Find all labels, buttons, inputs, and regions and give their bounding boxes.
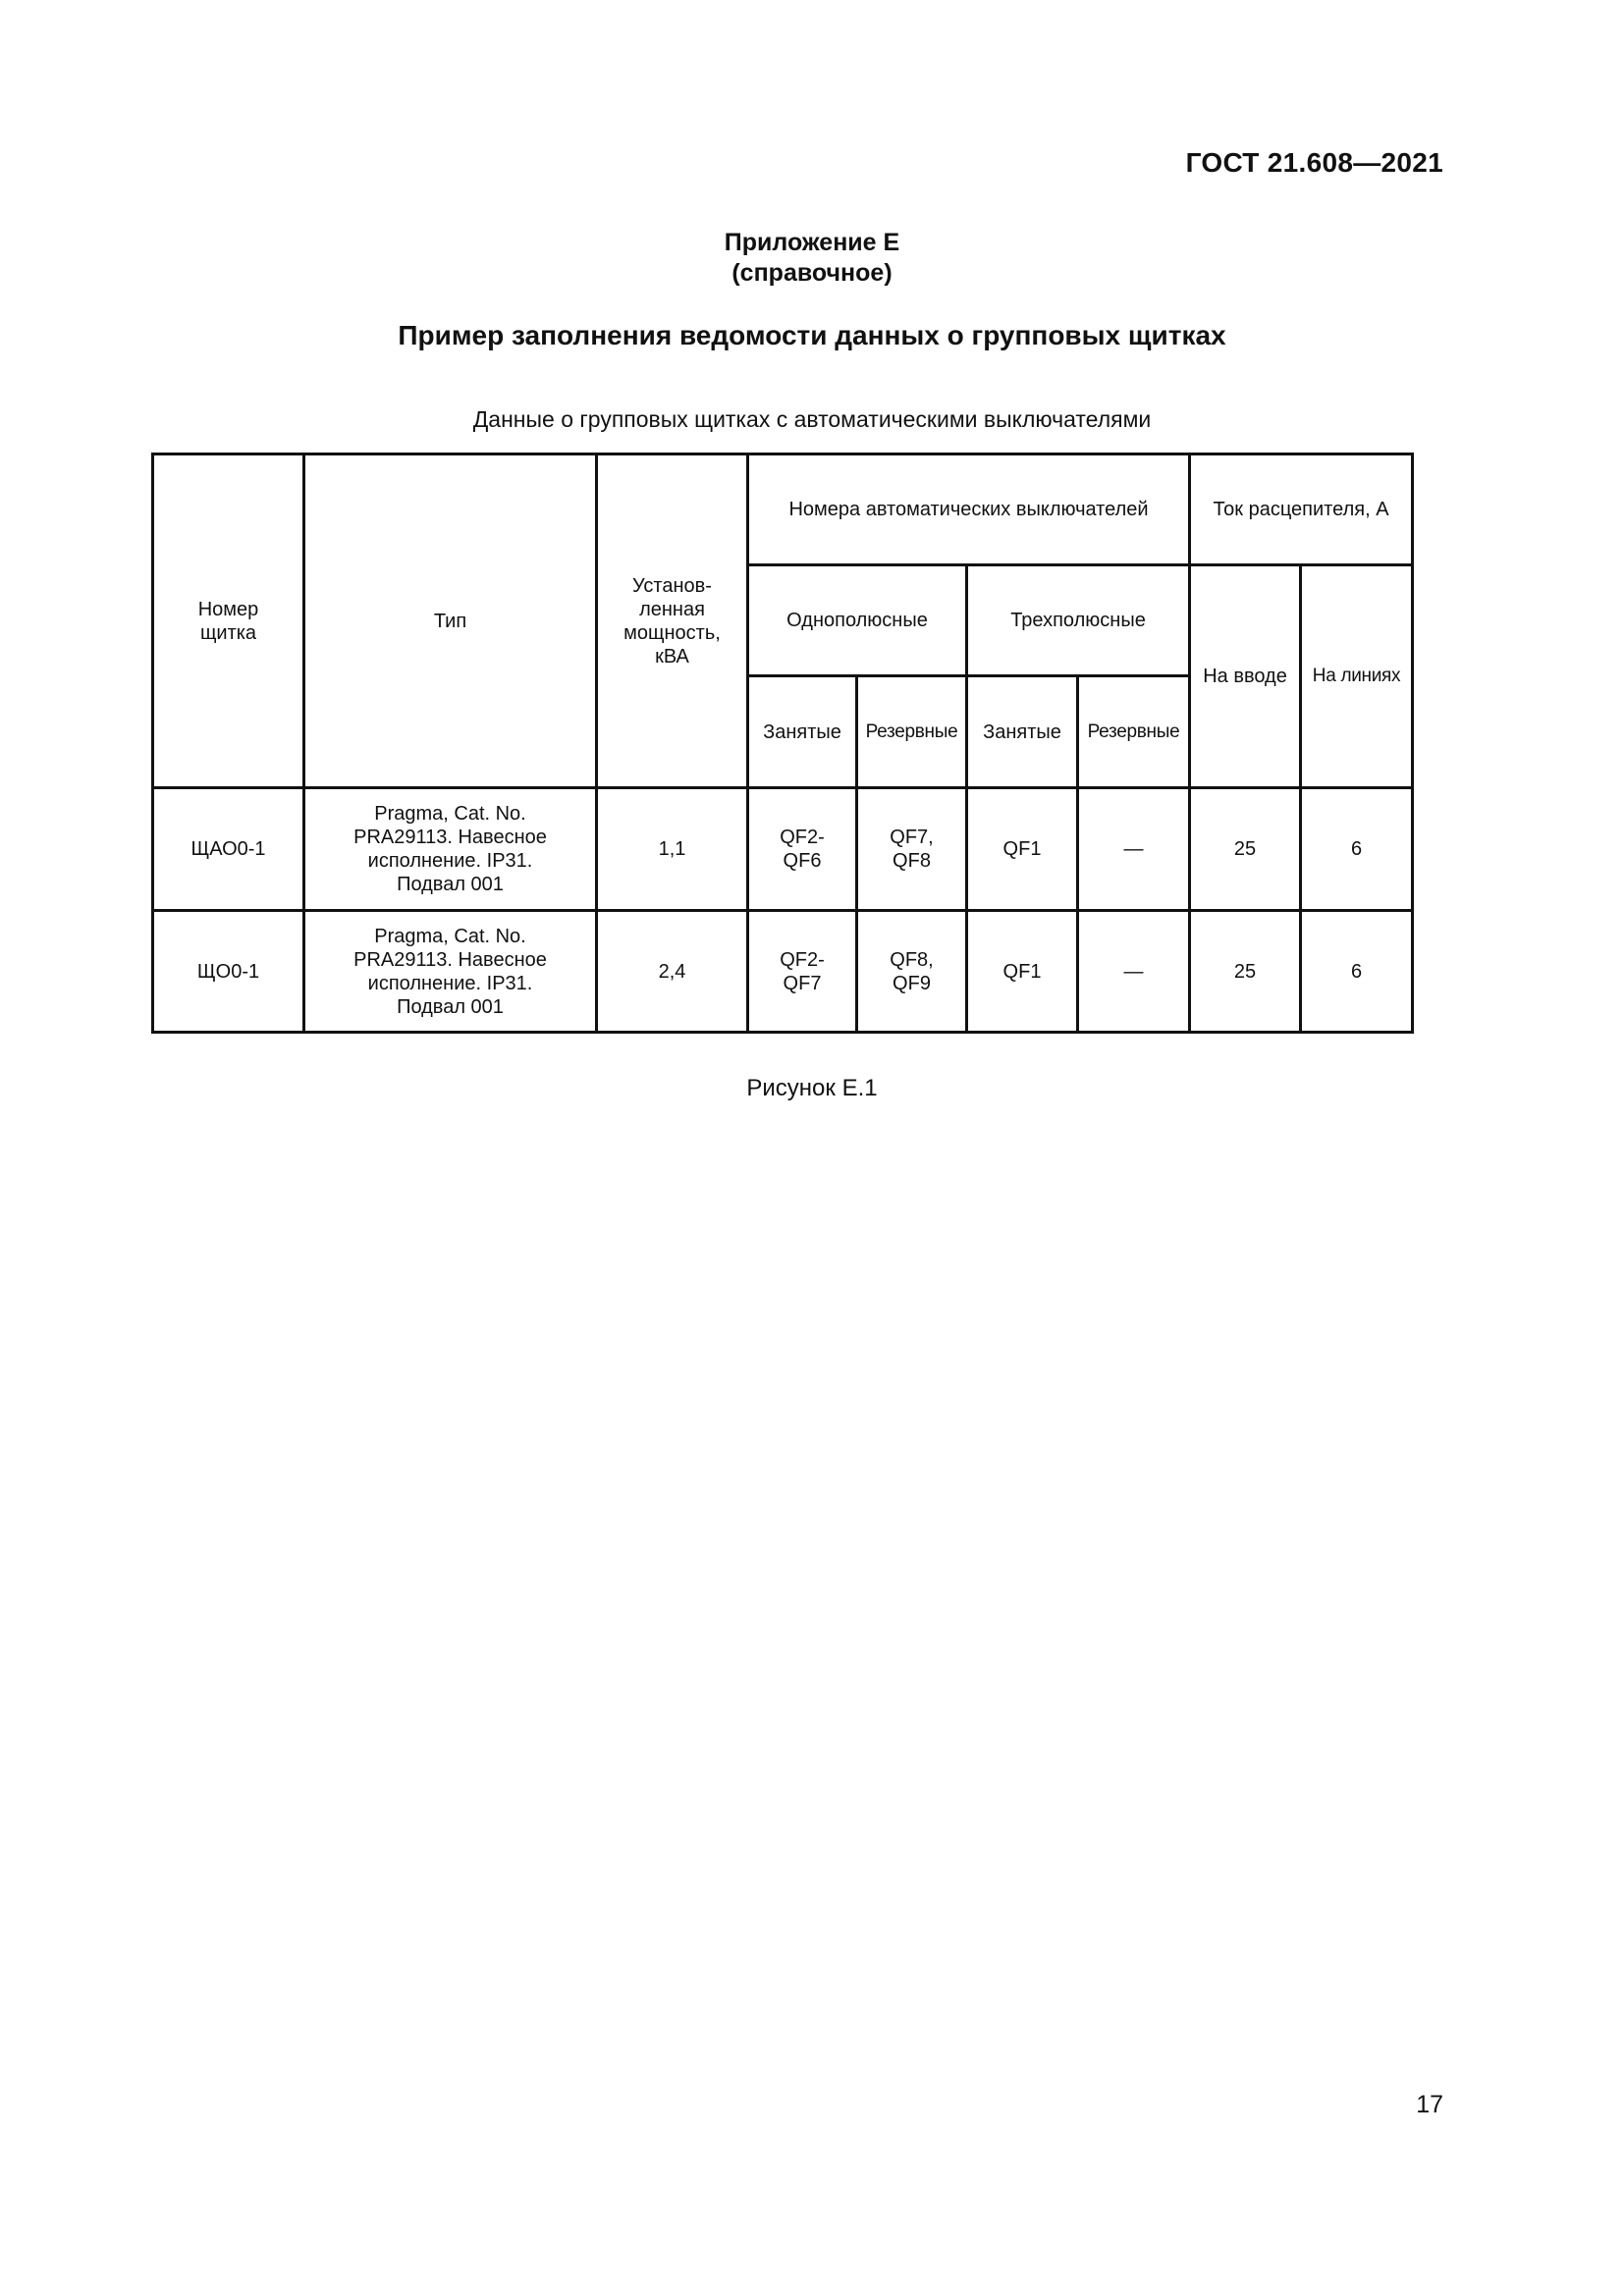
appendix-label: Приложение Е bbox=[724, 229, 900, 256]
cell-input-current: 25 bbox=[1190, 788, 1301, 911]
cell-single-reserve: QF8, QF9 bbox=[857, 911, 967, 1033]
cell-single-busy: QF2-QF7 bbox=[748, 911, 857, 1033]
header-reserve-three: Резервные bbox=[1078, 676, 1190, 788]
appendix-heading bbox=[0, 228, 1624, 289]
cell-single-reserve: QF7, QF8 bbox=[857, 788, 967, 911]
cell-single-busy: QF2-QF6 bbox=[748, 788, 857, 911]
header-busy-single: Занятые bbox=[748, 676, 857, 788]
cell-type: Pragma, Cat. No. PRA29113. Навесное исполнение. IP31. Подвал 001 bbox=[304, 911, 597, 1033]
cell-power: 1,1 bbox=[597, 788, 748, 911]
cell-three-busy: QF1 bbox=[967, 788, 1078, 911]
cell-power: 2,4 bbox=[597, 911, 748, 1033]
appendix-kind: (справочное) bbox=[731, 259, 893, 287]
figure-caption: Рисунок Е.1 bbox=[746, 1075, 878, 1101]
header-three-pole: Трехполюсные bbox=[967, 565, 1190, 676]
header-at-input: На вводе bbox=[1190, 565, 1301, 788]
header-reserve-single: Резервные bbox=[857, 676, 967, 788]
panel-data-table bbox=[151, 453, 1414, 1034]
header-type: Тип bbox=[304, 454, 597, 788]
document-title: Пример заполнения ведомости данных о групповых щитках bbox=[398, 320, 1226, 350]
cell-line-current: 6 bbox=[1301, 788, 1413, 911]
header-panel-number: Номер щитка bbox=[153, 454, 304, 788]
cell-line-current: 6 bbox=[1301, 911, 1413, 1033]
cell-type: Pragma, Cat. No. PRA29113. Навесное исполнение. IP31. Подвал 001 bbox=[304, 788, 597, 911]
table-caption: Данные о групповых щитках с автоматическими выключателями bbox=[472, 406, 1152, 432]
cell-three-reserve: — bbox=[1078, 788, 1190, 911]
header-on-lines: На линиях bbox=[1301, 565, 1413, 788]
header-single-pole: Однополюсные bbox=[748, 565, 967, 676]
cell-three-busy: QF1 bbox=[967, 911, 1078, 1033]
cell-panel: ЩАО0-1 bbox=[153, 788, 304, 911]
cell-three-reserve: — bbox=[1078, 911, 1190, 1033]
cell-input-current: 25 bbox=[1190, 911, 1301, 1033]
cell-panel: ЩО0-1 bbox=[153, 911, 304, 1033]
table-row bbox=[153, 911, 1413, 1033]
header-release-current: Ток расцепителя, А bbox=[1190, 454, 1413, 565]
table-row bbox=[153, 788, 1413, 911]
header-busy-three: Занятые bbox=[967, 676, 1078, 788]
header-power: Установ-ленная мощность, кВА bbox=[597, 454, 748, 788]
document-code: ГОСТ 21.608—2021 bbox=[1185, 147, 1443, 178]
page-number: 17 bbox=[1416, 2091, 1443, 2118]
header-breaker-numbers: Номера автоматических выключателей bbox=[748, 454, 1190, 565]
